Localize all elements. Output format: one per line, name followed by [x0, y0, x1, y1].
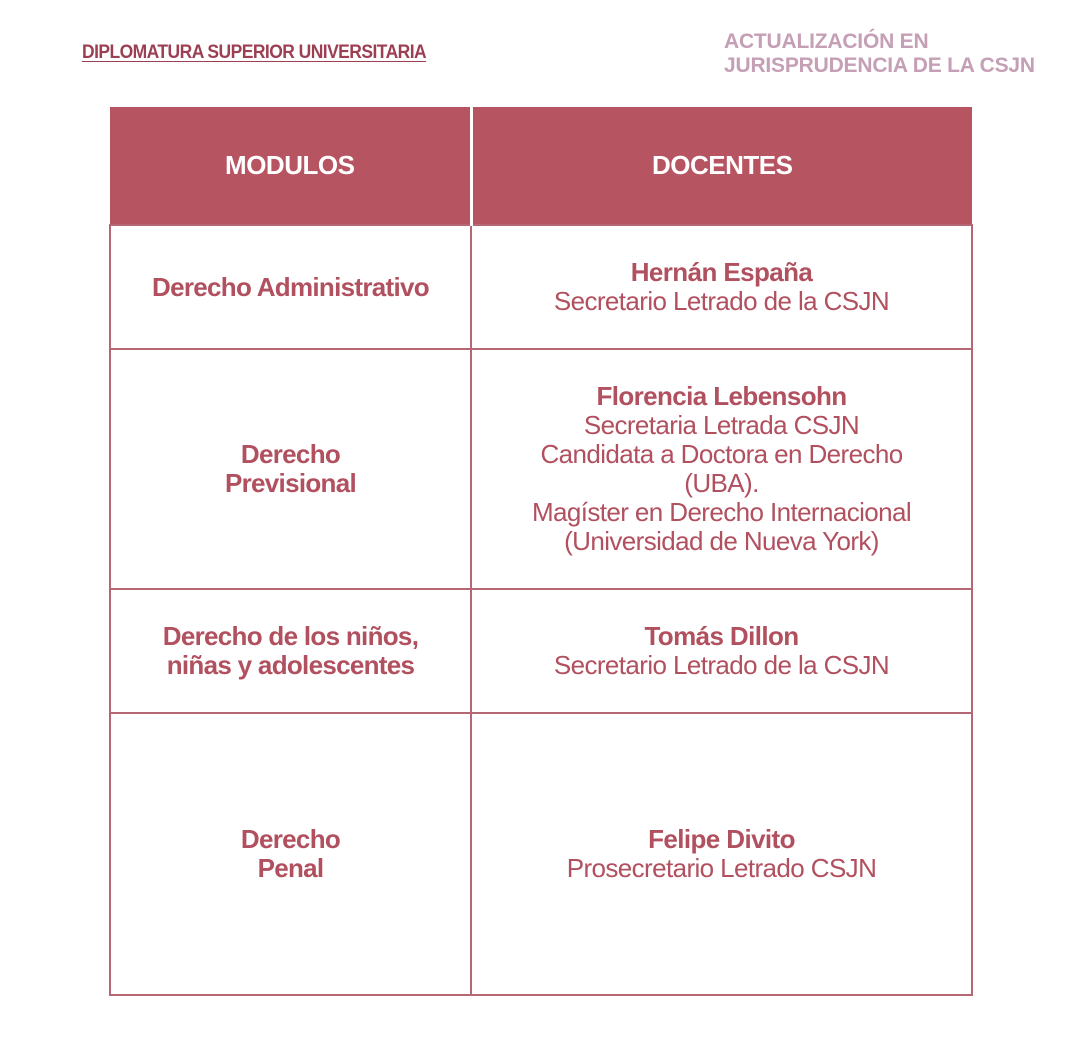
column-header-teachers: DOCENTES [471, 107, 972, 225]
teacher-role: Magíster en Derecho Internacional [531, 497, 912, 527]
module-name-line: Derecho [240, 824, 341, 854]
table-row [110, 225, 972, 349]
module-name [121, 825, 460, 883]
module-name-line: Derecho Administrativo [152, 271, 429, 302]
teacher-name: Florencia Lebensohn [596, 381, 847, 411]
teacher-cell [471, 713, 972, 995]
teacher-name: Felipe Divito [648, 824, 795, 854]
module-cell [110, 589, 471, 713]
course-title-line-2: JURISPRUDENCIA DE LA CSJN [724, 54, 1035, 77]
teacher-cell [471, 349, 972, 589]
module-name [121, 622, 460, 680]
module-name-line: Derecho [240, 439, 341, 469]
teacher-name: Hernán España [630, 257, 813, 287]
teacher-cell [471, 225, 972, 349]
teacher-role: Secretaria Letrada CSJN [583, 410, 860, 440]
column-header-modules: MODULOS [110, 107, 471, 225]
teacher-role: (UBA). [684, 468, 759, 498]
table-row [110, 349, 972, 589]
module-name-line: niñas y adolescentes [166, 650, 415, 680]
teacher-role: (Universidad de Nueva York) [564, 526, 879, 556]
module-name-line: Previsional [224, 468, 357, 498]
module-cell [110, 225, 471, 349]
module-cell [110, 349, 471, 589]
teacher-role: Prosecretario Letrado CSJN [566, 853, 877, 883]
course-title-line-1: ACTUALIZACIÓN EN [724, 30, 929, 53]
teacher-cell [471, 589, 972, 713]
module-name [121, 273, 460, 302]
teacher-name: Tomás Dillon [644, 621, 799, 651]
program-title: DIPLOMATURA SUPERIOR UNIVERSITARIA [82, 42, 427, 63]
table-header-row [110, 107, 972, 225]
module-name-line: Derecho de los niños, [162, 621, 419, 651]
teacher-role: Secretario Letrado de la CSJN [553, 650, 890, 680]
module-name-line: Penal [257, 853, 324, 883]
teacher-role: Secretario Letrado de la CSJN [553, 286, 890, 316]
modules-table [109, 107, 973, 996]
module-name [121, 440, 460, 498]
table-row [110, 713, 972, 995]
teacher-role: Candidata a Doctora en Derecho [540, 439, 903, 469]
module-cell [110, 713, 471, 995]
table-row [110, 589, 972, 713]
course-title [724, 30, 1035, 78]
